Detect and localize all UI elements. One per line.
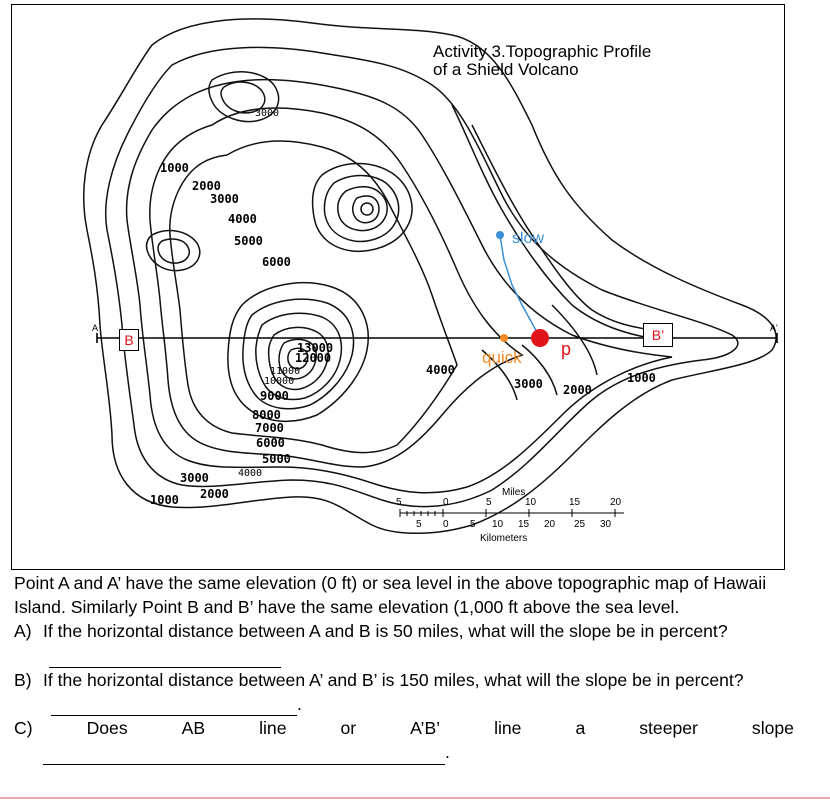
slow-label: slow bbox=[512, 230, 545, 247]
contour-label: 5000 bbox=[234, 234, 263, 248]
contour-lines bbox=[84, 19, 776, 533]
contour-label: 3000 bbox=[210, 192, 239, 206]
miles-tick: 20 bbox=[610, 497, 622, 508]
point-b-prime-label: B’ bbox=[643, 323, 673, 347]
contour-label: 13000 bbox=[297, 341, 334, 355]
question-c-word: slope bbox=[751, 718, 794, 739]
question-b-text: If the horizontal distance between A’ and B’ is 150 miles, what will the slope be in percent? bbox=[43, 669, 744, 690]
profile-line bbox=[97, 333, 777, 343]
question-text bbox=[14, 571, 814, 764]
km-tick: 20 bbox=[544, 519, 556, 530]
contour-label: 7000 bbox=[255, 421, 284, 435]
contour-label: 12000 bbox=[295, 351, 332, 365]
km-tick: 25 bbox=[574, 519, 586, 530]
bottom-rule bbox=[0, 797, 830, 799]
answer-a-blank[interactable] bbox=[49, 649, 281, 668]
answer-b-blank[interactable] bbox=[51, 697, 297, 716]
question-c-answer-line: . bbox=[14, 740, 814, 764]
miles-tick: 0 bbox=[443, 497, 449, 508]
answer-c-blank[interactable] bbox=[43, 746, 445, 765]
miles-tick: 5 bbox=[396, 497, 402, 508]
question-a bbox=[14, 619, 814, 667]
quick-label: quick bbox=[482, 348, 522, 367]
km-tick: 10 bbox=[492, 519, 504, 530]
p-label: p bbox=[561, 339, 572, 359]
contour-label: 11000 bbox=[270, 366, 301, 377]
coastline bbox=[84, 19, 776, 533]
question-c bbox=[14, 716, 794, 740]
contour-label: 1000 bbox=[627, 371, 656, 385]
contour-label: 10000 bbox=[264, 376, 295, 387]
question-c-word: or bbox=[340, 718, 357, 739]
contour-label: 2000 bbox=[192, 179, 221, 193]
contour-label: 2000 bbox=[200, 487, 229, 501]
slow-path bbox=[500, 235, 540, 338]
intro-paragraph: Point A and A’ have the same elevation (0 ft) or sea level in the above topographic map of Hawaii Island. Similarly Point B and B’ have the same elevation (1,000 ft above the sea level. bbox=[14, 573, 767, 618]
point-a-prime-label: A' bbox=[770, 323, 778, 333]
contour-label: 4000 bbox=[238, 468, 263, 479]
question-a-text: If the horizontal distance between A and B is 50 miles, what will the slope be in percent? bbox=[43, 621, 728, 642]
question-c-label: C) bbox=[14, 718, 33, 739]
contour-label: 8000 bbox=[252, 408, 281, 422]
question-c-word: line bbox=[494, 718, 522, 739]
question-c-word: line bbox=[259, 718, 287, 739]
kilometers-label: Kilometers bbox=[480, 533, 528, 544]
contour-map-svg bbox=[12, 5, 786, 571]
contour-label: 6000 bbox=[256, 436, 285, 450]
map-title-line-2: of a Shield Volcano bbox=[433, 60, 579, 79]
contour-label: 2000 bbox=[563, 383, 592, 397]
contour-label: 1000 bbox=[160, 161, 189, 175]
question-c-word: AB bbox=[181, 718, 206, 739]
map-title bbox=[433, 43, 651, 79]
contour-label: 9000 bbox=[260, 389, 289, 403]
contour-label: 4000 bbox=[228, 212, 257, 226]
question-b-label: B) bbox=[14, 669, 32, 690]
contour-label: 3000 bbox=[514, 377, 543, 391]
contour-label: 6000 bbox=[262, 255, 291, 269]
contour-label: 3000 bbox=[255, 108, 280, 119]
slow-start-dot bbox=[496, 231, 504, 239]
point-a-label: A bbox=[92, 323, 99, 333]
contour-label: 3000 bbox=[180, 471, 209, 485]
contour-label: 4000 bbox=[426, 363, 455, 377]
question-b: B) If the horizontal distance between A’ and B’ is 150 miles, what will the slope be in percent? . bbox=[14, 668, 814, 716]
question-a-label: A) bbox=[14, 621, 32, 642]
map-title-line-1: Activity 3.Topographic Profile bbox=[433, 42, 652, 61]
miles-tick: 15 bbox=[569, 497, 581, 508]
question-c-word: Does bbox=[86, 718, 128, 739]
km-tick: 5 bbox=[470, 519, 476, 530]
km-tick: 15 bbox=[518, 519, 530, 530]
p-dot bbox=[531, 329, 549, 347]
scale-bar bbox=[400, 509, 624, 517]
miles-tick: 10 bbox=[525, 497, 537, 508]
km-tick: 30 bbox=[600, 519, 612, 530]
contour-label: 5000 bbox=[262, 452, 291, 466]
contour-label: 1000 bbox=[150, 493, 179, 507]
miles-label: Miles bbox=[502, 487, 526, 498]
km-tick: 0 bbox=[443, 519, 449, 530]
km-tick: 5 bbox=[416, 519, 422, 530]
question-c-word: a bbox=[575, 718, 586, 739]
quick-dot bbox=[500, 334, 508, 342]
topographic-map bbox=[11, 4, 785, 570]
question-c-word: steeper bbox=[639, 718, 698, 739]
point-b-label: B bbox=[119, 329, 139, 351]
question-c-word: A’B’ bbox=[410, 718, 441, 739]
miles-tick: 5 bbox=[486, 497, 492, 508]
